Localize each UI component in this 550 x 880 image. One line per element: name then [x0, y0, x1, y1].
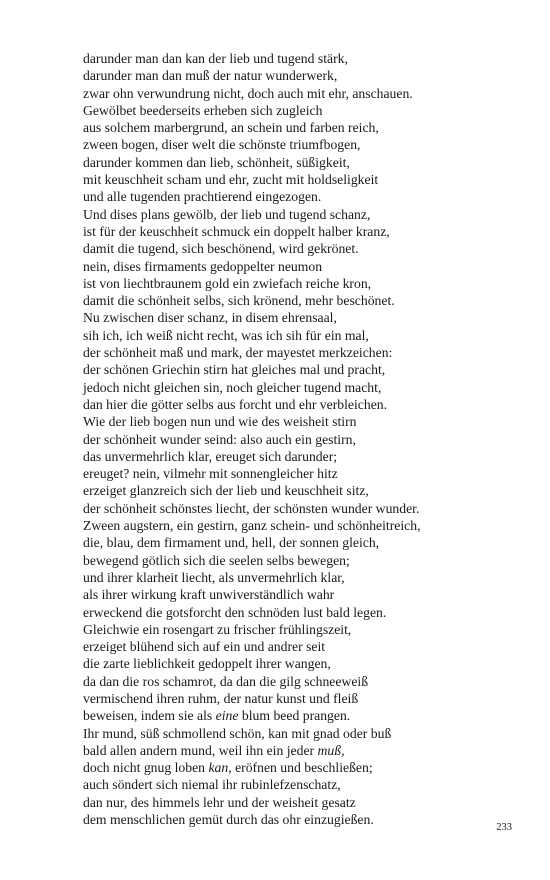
line-text: da dan die ros schamrot, da dan die gilg schneeweiß — [83, 673, 369, 689]
line-text: mit keuschheit scham und ehr, zucht mit holdseligkeit — [83, 172, 379, 188]
poem-line — [83, 67, 523, 84]
poem-line — [83, 171, 523, 188]
line-text: damit die schönheit selbs, sich krönend, mehr beschönet. — [83, 293, 395, 309]
line-text: darunder man dan kan der lieb und tugend stärk, — [83, 51, 348, 66]
line-text: sih ich, ich weiß nicht recht, was ich sih für ein mal, — [83, 327, 369, 343]
line-text: Ihr mund, süß schmollend schön, kan mit gnad oder buß — [83, 725, 392, 741]
poem-line — [83, 707, 523, 724]
line-text: Gleichwie ein rosengart zu frischer frühlingszeit, — [83, 621, 352, 637]
poem-line — [83, 119, 523, 136]
poem-line — [83, 50, 523, 67]
line-text: der schönheit wunder seind: also auch ein gestirn, — [83, 431, 356, 447]
poem-line — [83, 638, 523, 655]
line-text: der schönheit maß und mark, der mayestet merkzeichen: — [83, 345, 393, 361]
line-text: erzeiget blühend sich auf ein und andrer seit — [83, 639, 326, 655]
line-text: Und dises plans gewölb, der lieb und tugend schanz, — [83, 206, 371, 222]
line-text: nein, dises firmaments gedoppelter neumon — [83, 258, 323, 274]
poem-line — [83, 604, 523, 621]
emphasized-word: kan, — [208, 760, 232, 776]
poem-line — [83, 102, 523, 119]
page-number: 233 — [496, 822, 512, 833]
line-text: aus solchem marbergrund, an schein und farben reich, — [83, 120, 379, 136]
line-text: dan hier die götter selbs aus forcht und ehr verbleichen. — [83, 396, 388, 412]
poem-line — [83, 742, 523, 759]
poem-line — [83, 534, 523, 551]
poem-line — [83, 275, 523, 292]
poem-line — [83, 673, 523, 690]
poem-line — [83, 725, 523, 742]
poem-line — [83, 223, 523, 240]
poem-line — [83, 240, 523, 257]
line-text: auch söndert sich niemal ihr rubinlefzenschatz, — [83, 777, 341, 793]
line-text: beweisen, indem sie als — [83, 708, 216, 724]
line-text: ist von liechtbraunem gold ein zwiefach reiche kron, — [83, 275, 372, 291]
poem-line — [83, 500, 523, 517]
line-text: die zarte lieblichkeit gedoppelt ihrer wangen, — [83, 656, 331, 672]
poem-line — [83, 292, 523, 309]
line-text: Wie der lieb bogen nun und wie des weisheit stirn — [83, 414, 357, 430]
poem-line — [83, 482, 523, 499]
poem-line — [83, 413, 523, 430]
poem-line — [83, 379, 523, 396]
poem-line — [83, 188, 523, 205]
poem-line — [83, 690, 523, 707]
poem-line — [83, 431, 523, 448]
poem-line — [83, 794, 523, 811]
line-text: darunder man dan muß der natur wunderwerk, — [83, 68, 338, 84]
poem-line — [83, 309, 523, 326]
poem-line — [83, 85, 523, 102]
line-text: ereuget? nein, vilmehr mit sonnengleicher hitz — [83, 466, 338, 482]
line-text: darunder kommen dan lieb, schönheit, süßigkeit, — [83, 154, 350, 170]
emphasized-word: muß, — [317, 742, 345, 758]
poem-line — [83, 396, 523, 413]
line-text: damit die tugend, sich beschönend, wird gekrönet. — [83, 241, 359, 257]
line-text: und alle tugenden prachtierend eingezogen. — [83, 189, 322, 205]
poem-line — [83, 655, 523, 672]
line-text: Gewölbet beederseits erheben sich zugleich — [83, 102, 323, 118]
line-text: die, blau, dem firmament und, hell, der sonnen gleich, — [83, 535, 380, 551]
line-text: und ihrer klarheit liecht, als unvermehrlich klar, — [83, 569, 345, 585]
line-text: Zween augstern, ein gestirn, ganz schein- und schönheitreich, — [83, 518, 421, 534]
poem-line — [83, 154, 523, 171]
line-text: dem menschlichen gemüt durch das ohr einzugießen. — [83, 812, 374, 828]
line-text: dan nur, des himmels lehr und der weisheit gesatz — [83, 794, 356, 810]
line-text: Nu zwischen diser schanz, in disem ehrensaal, — [83, 310, 337, 326]
line-text: bald allen andern mund, weil ihn ein jeder — [83, 742, 318, 758]
poem-line — [83, 517, 523, 534]
poem-line — [83, 361, 523, 378]
line-text: zween bogen, diser welt die schönste triumfbogen, — [83, 137, 361, 153]
line-text: blum beed prangen. — [238, 708, 351, 724]
poem-line — [83, 258, 523, 275]
poem-text — [83, 50, 523, 828]
poem-line — [83, 621, 523, 638]
poem-line — [83, 206, 523, 223]
line-text: als ihrer wirkung kraft unwiverständlich wahr — [83, 587, 335, 603]
line-text: erweckend die gotsforcht den schnöden lust bald legen. — [83, 604, 387, 620]
poem-line — [83, 136, 523, 153]
line-text: zwar ohn verwundrung nicht, doch auch mit ehr, anschauen. — [83, 85, 413, 101]
line-text: jedoch nicht gleichen sin, noch gleicher tugend macht, — [83, 379, 382, 395]
poem-line — [83, 344, 523, 361]
line-text: ist für der keuschheit schmuck ein doppelt halber kranz, — [83, 223, 390, 239]
poem-line — [83, 569, 523, 586]
poem-line — [83, 552, 523, 569]
line-text: der schönheit schönstes liecht, der schönsten wunder wunder. — [83, 500, 420, 516]
poem-line — [83, 465, 523, 482]
poem-line — [83, 759, 523, 776]
emphasized-word: eine — [215, 708, 239, 724]
poem-line — [83, 448, 523, 465]
line-text: das unvermehrlich klar, ereuget sich darunder; — [83, 448, 338, 464]
line-text: vermischend ihren ruhm, der natur kunst und fleiß — [83, 690, 359, 706]
line-text: doch nicht gnug loben — [83, 760, 209, 776]
poem-line — [83, 327, 523, 344]
poem-line — [83, 776, 523, 793]
line-text: bewegend götlich sich die seelen selbs bewegen; — [83, 552, 350, 568]
line-text: erzeiget glanzreich sich der lieb und keuschheit sitz, — [83, 483, 369, 499]
line-text: eröfnen und beschließen; — [231, 760, 373, 776]
poem-line — [83, 586, 523, 603]
line-text: der schönen Griechin stirn hat gleiches mal und pracht, — [83, 362, 386, 378]
poem-line — [83, 811, 523, 828]
